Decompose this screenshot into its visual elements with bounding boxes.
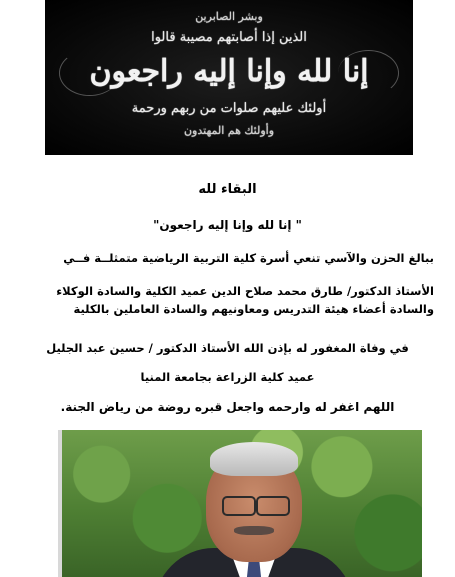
- notice-line-4: في وفاة المغفور له بإذن الله الأستاذ الدكتور / حسين عبد الجليل: [46, 341, 409, 355]
- notice-line-3: والسادة أعضاء هيئة التدريس ومعاونيهم والسادة العاملين بالكلية: [73, 302, 434, 316]
- notice-line-2: الأستاذ الدكتور/ طارق محمد صلاح الدين عميد الكلية والسادة الوكلاء: [56, 284, 434, 298]
- banner-verse-main: إنا لله وإنا إليه راجعون: [89, 54, 369, 89]
- banner-verse-1: وبشر الصابرين: [195, 10, 263, 23]
- banner-verse-5: وأولئك هم المهتدون: [183, 124, 275, 137]
- portrait-glasses-right: [256, 496, 290, 516]
- notice-prayer: اللهم اغفر له وارحمه واجعل قبره روضة من رياض الجنة.: [60, 400, 395, 414]
- banner-verse-4: أولئك عليهم صلوات من ربهم ورحمة: [131, 101, 327, 116]
- notice-title: البقاء لله: [198, 182, 257, 197]
- notice-quote: " إنا لله وإنا إليه راجعون": [153, 218, 302, 232]
- portrait-glasses-left: [222, 496, 256, 516]
- notice-line-5: عميد كلية الزراعة بجامعة المنيا: [140, 370, 315, 384]
- portrait-mustache: [234, 526, 274, 535]
- deceased-portrait-photo: [58, 430, 422, 577]
- photo-frame-edge: [58, 430, 62, 577]
- notice-line-1: ببالغ الحزن والآسي تنعي أسرة كلية التربية الرياضية متمثلــة فــي: [63, 251, 434, 265]
- condolence-banner: [45, 0, 413, 155]
- portrait-hair: [210, 442, 298, 476]
- banner-verse-2: الذين إذا أصابتهم مصيبة قالوا: [151, 30, 307, 45]
